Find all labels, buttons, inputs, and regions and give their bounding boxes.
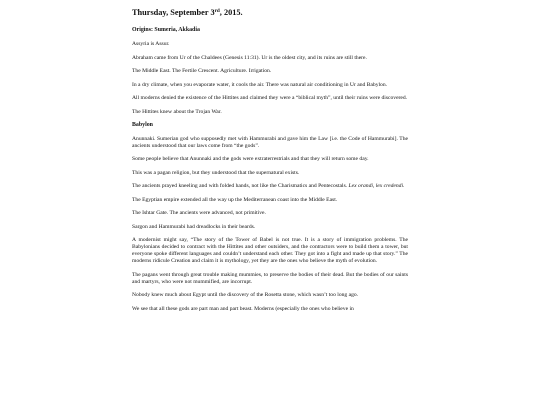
paragraph: The Egyptian empire extended all the way up the Mediterranean coast into the Middle East. [132,196,338,203]
paragraph: The Middle East. The Fertile Crescent. Agriculture. Irrigation. [132,68,272,74]
prayer-text: The ancients prayed kneeling and with folded hands, not like the Charismatics and Pentecostals. [132,183,349,190]
paragraph: All moderns denied the existence of the Hittites and claimed they were a “biblical myth”, until their ruins were discovered. [132,95,408,101]
paragraph: In a dry climate, when you evaporate water, it cools the air. There was natural air conditioning in Ur and Babylon. [132,81,388,88]
date-heading [132,8,408,18]
latin-phrase: Lex orandi, lex credendi. [348,183,405,190]
paragraph: We see that all these gods are part man and part beast. Moderns (especially the ones who believe in [132,305,354,312]
paragraph: Nobody knew much about Egypt until the discovery of the Rosetta stone, which wasn’t too long ago. [132,292,359,299]
paragraph: Some people believe that Anunnaki and the gods were extraterrestrials and that they will return some day. [132,156,369,163]
paragraph: Sargon and Hammurabi had dreadlocks in their beards. [132,223,256,230]
paragraph: Assyria is Assur. [132,41,170,47]
section-heading-babylon: Babylon [132,122,153,128]
document-page [132,8,408,319]
date-ordinal-suffix: rd [214,8,220,14]
date-year: , 2015. [219,8,243,17]
date-text: Thursday, September 3 [132,8,215,17]
paragraph: The pagans went through great trouble making mummies, to preserve the bodies of their dead. But the bodies of our saints and martyrs, who were not mummified, are incorrupt. [132,271,408,285]
paragraph-prayer [132,183,408,190]
paragraph: Abraham came from Ur of the Chaldees (Genesis 11:31). Ur is the oldest city, and its ruins are still there. [132,54,367,61]
section-heading-origins: Origins: Sumeria, Akkadia [132,27,200,33]
paragraph: This was a pagan religion, but they understood that the supernatural exists. [132,169,300,176]
paragraph: The Hittites knew about the Trojan War. [132,108,222,115]
paragraph: The Ishtar Gate. The ancients were advanced, not primitive. [132,210,266,217]
paragraph: A modernist might say, “The story of the Tower of Babel is not true. It is a story of immigration problems. The Babylonians decided to contract with the Hittites and other outsiders, and the contractors were to build them a tower, but everyone spoke different languages and couldn’t understand each other. They got into a fight and made up that story.” The moderns ridicule Creation and claim it is mythology, yet they are the ones who believe the myth of evolution. [132,237,408,265]
paragraph: Anunnaki. Sumerian god who supposedly met with Hammurabi and gave him the Law [i.e. the Code of Hammurabi]. The ancients understood that our laws come from “the gods”. [132,136,408,149]
